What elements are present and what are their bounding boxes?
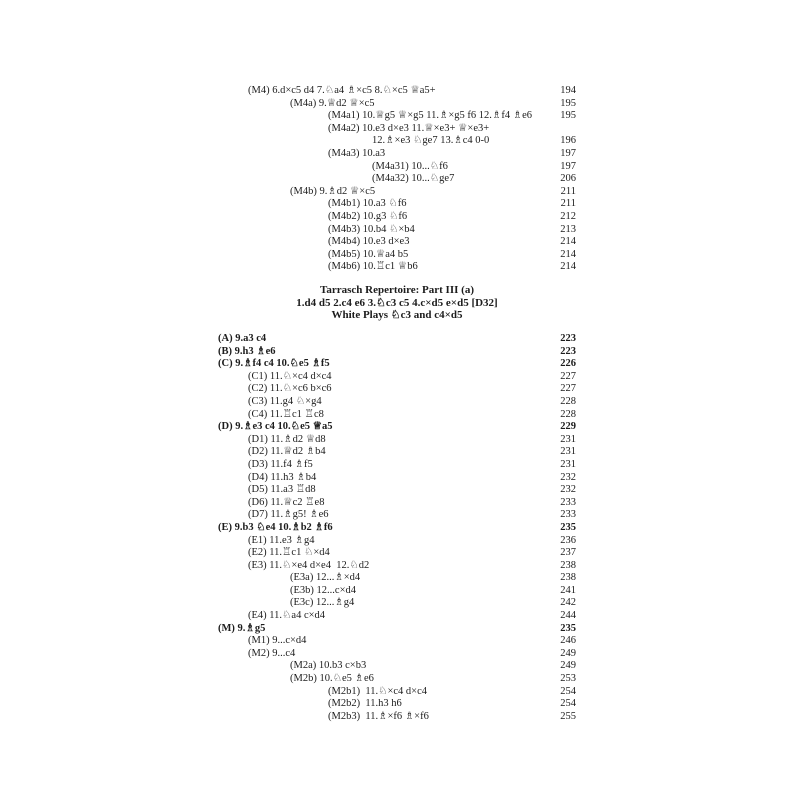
toc-row [218,396,576,409]
toc-row [218,623,576,636]
toc-entry-text: (M4a31) 10...♘f6 [372,160,448,172]
toc-block-lower [218,333,576,723]
toc-entry-text: (M2b3) 11.♗×f6 ♗×f6 [328,710,429,722]
toc-row [218,635,576,648]
toc-row [218,123,576,136]
section-subtitle: White Plays ♘c3 and c4×d5 [331,309,463,322]
toc-entry-text: (M4a2) 10.e3 d×e3 11.♕×e3+ ♕×e3+ [328,122,490,134]
toc-row [218,346,576,359]
toc-row [218,409,576,422]
toc-entry-text: (M4b) 9.♗d2 ♕×c5 [290,185,376,197]
toc-row [218,198,576,211]
toc-row [218,211,576,224]
toc-block-upper [218,85,576,274]
toc-row [218,224,576,237]
page-number: 233 [560,496,576,508]
toc-entry-text: (D6) 11.♕c2 ♖e8 [248,496,325,508]
page-number: 194 [560,85,576,96]
toc-row [218,85,576,98]
toc-entry-text: (C) 9.♗f4 c4 10.♘e5 ♗f5 [218,358,330,370]
page-number: 242 [560,597,576,609]
toc-row [218,597,576,610]
toc-row [218,98,576,111]
toc-row [218,110,576,123]
toc-row [218,484,576,497]
page-number: 246 [560,635,576,647]
toc-entry-text: (M2a) 10.b3 c×b3 [290,660,367,672]
page-number: 227 [560,370,576,382]
toc-entry-text: (E1) 11.e3 ♗g4 [248,534,315,546]
toc-entry-text: (M4b4) 10.e3 d×e3 [328,236,410,248]
toc-row [218,186,576,199]
page-number: 232 [560,484,576,496]
page-number: 223 [560,345,576,357]
page-number: 231 [560,458,576,470]
toc-row [218,421,576,434]
page-number: 238 [560,572,576,584]
toc-entry-text: (E2) 11.♖c1 ♘×d4 [248,547,330,559]
toc-entry-text: (E3a) 12...♗×d4 [290,572,361,584]
page-number: 214 [560,248,576,260]
page-number: 228 [560,408,576,420]
page-number: 197 [560,160,576,172]
toc-row [218,560,576,573]
page-number: 197 [560,147,576,159]
toc-row [218,585,576,598]
toc-entry-text: (A) 9.a3 c4 [218,333,267,344]
toc-entry-text: (D7) 11.♗g5! ♗e6 [248,509,329,521]
toc-entry-text: 12.♗×e3 ♘ge7 13.♗c4 0-0 [372,135,490,147]
page-number: 196 [560,135,576,147]
page-number: 254 [560,698,576,710]
book-page [218,0,576,800]
toc-row [218,509,576,522]
page-number: 223 [560,333,576,344]
section-header [218,284,576,322]
page-number: 231 [560,446,576,458]
toc-entry-text: (M4b3) 10.b4 ♘×b4 [328,223,415,235]
page-number: 227 [560,383,576,395]
section-moves: 1.d4 d5 2.c4 e6 3.♘c3 c5 4.c×d5 e×d5 [D32] [296,296,498,309]
page-number: 228 [560,395,576,407]
page-number: 214 [560,236,576,248]
toc-row [218,660,576,673]
page-number: 249 [560,660,576,672]
toc-row [218,135,576,148]
toc-entry-text: (E3b) 12...c×d4 [290,584,356,596]
toc-row [218,535,576,548]
toc-entry-text: (E) 9.b3 ♘e4 10.♗b2 ♗f6 [218,521,333,533]
toc-row [218,249,576,262]
toc-entry-text: (M2b1) 11.♘×c4 d×c4 [328,685,428,697]
toc-entry-text: (M4a) 9.♕d2 ♕×c5 [290,97,375,109]
toc-entry-text: (E3) 11.♘×e4 d×e4 12.♘d2 [248,559,370,571]
toc-entry-text: (E3c) 12...♗g4 [290,597,355,609]
toc-entry-text: (C3) 11.g4 ♘×g4 [248,395,322,407]
toc-row [218,434,576,447]
toc-entry-text: (B) 9.h3 ♗e6 [218,345,276,357]
toc-row [218,472,576,485]
toc-entry-text: (C4) 11.♖c1 ♖c8 [248,408,324,420]
toc-row [218,236,576,249]
toc-row [218,610,576,623]
page-number: 235 [560,521,576,533]
page-number: 253 [560,673,576,685]
toc-row [218,686,576,699]
toc-entry-text: (D2) 11.♕d2 ♗b4 [248,446,326,458]
toc-row [218,572,576,585]
toc-row [218,547,576,560]
toc-row [218,711,576,724]
toc-entry-text: (M4a3) 10.a3 [328,147,386,159]
toc-entry-text: (M) 9.♗g5 [218,622,266,634]
page-number: 226 [560,358,576,370]
page-number: 244 [560,610,576,622]
page-number: 249 [560,647,576,659]
toc-row [218,522,576,535]
toc-entry-text: (M4a1) 10.♕g5 ♕×g5 11.♗×g5 f6 12.♗f4 ♗e6 [328,110,533,122]
toc-entry-text: (M1) 9...c×d4 [248,635,307,647]
section-title: Tarrasch Repertoire: Part III (a) [320,284,474,296]
page-number: 255 [560,710,576,722]
toc-entry-text: (M2b2) 11.h3 h6 [328,698,402,710]
toc-row [218,383,576,396]
page-number: 231 [560,433,576,445]
page-number: 235 [560,622,576,634]
toc-entry-text: (M2b) 10.♘e5 ♗e6 [290,673,374,685]
page-number: 238 [560,559,576,571]
toc-entry-text: (E4) 11.♘a4 c×d4 [248,610,326,622]
page-number: 211 [560,198,576,210]
toc-entry-text: (M4b6) 10.♖c1 ♕b6 [328,261,418,273]
toc-entry-text: (C1) 11.♘×c4 d×c4 [248,370,332,382]
page-number: 232 [560,471,576,483]
toc-row [218,446,576,459]
page-number: 236 [560,534,576,546]
page-number: 214 [560,261,576,273]
page-number: 233 [560,509,576,521]
toc-row [218,161,576,174]
page-number: 195 [560,110,576,122]
page-number: 254 [560,685,576,697]
toc-entry-text: (M4b2) 10.g3 ♘f6 [328,210,408,222]
toc-row [218,358,576,371]
toc-row [218,371,576,384]
toc-row [218,173,576,186]
toc-row [218,497,576,510]
toc-row [218,673,576,686]
page-number: 241 [560,584,576,596]
toc-entry-text: (M2) 9...c4 [248,647,296,659]
toc-row [218,333,576,346]
toc-entry-text: (D5) 11.a3 ♖d8 [248,484,316,496]
page-number: 237 [560,547,576,559]
toc-entry-text: (D) 9.♗e3 c4 10.♘e5 ♕a5 [218,421,333,433]
toc-entry-text: (M4b5) 10.♕a4 b5 [328,248,409,260]
toc-row [218,148,576,161]
toc-entry-text: (M4) 6.d×c5 d4 7.♘a4 ♗×c5 8.♘×c5 ♕a5+ [248,85,436,96]
page-number: 212 [560,210,576,222]
toc-row [218,261,576,274]
page-number: 211 [560,185,576,197]
toc-entry-text: (D3) 11.f4 ♗f5 [248,458,313,470]
page-number: 206 [560,173,576,185]
page-number: 195 [560,97,576,109]
toc-entry-text: (D1) 11.♗d2 ♕d8 [248,433,326,445]
toc-row [218,648,576,661]
toc-row [218,459,576,472]
toc-entry-text: (M4a32) 10...♘ge7 [372,173,455,185]
page-number: 229 [560,421,576,433]
toc-entry-text: (C2) 11.♘×c6 b×c6 [248,383,332,395]
toc-entry-text: (D4) 11.h3 ♗b4 [248,471,317,483]
page-number: 213 [560,223,576,235]
toc-row [218,698,576,711]
toc-entry-text: (M4b1) 10.a3 ♘f6 [328,198,407,210]
